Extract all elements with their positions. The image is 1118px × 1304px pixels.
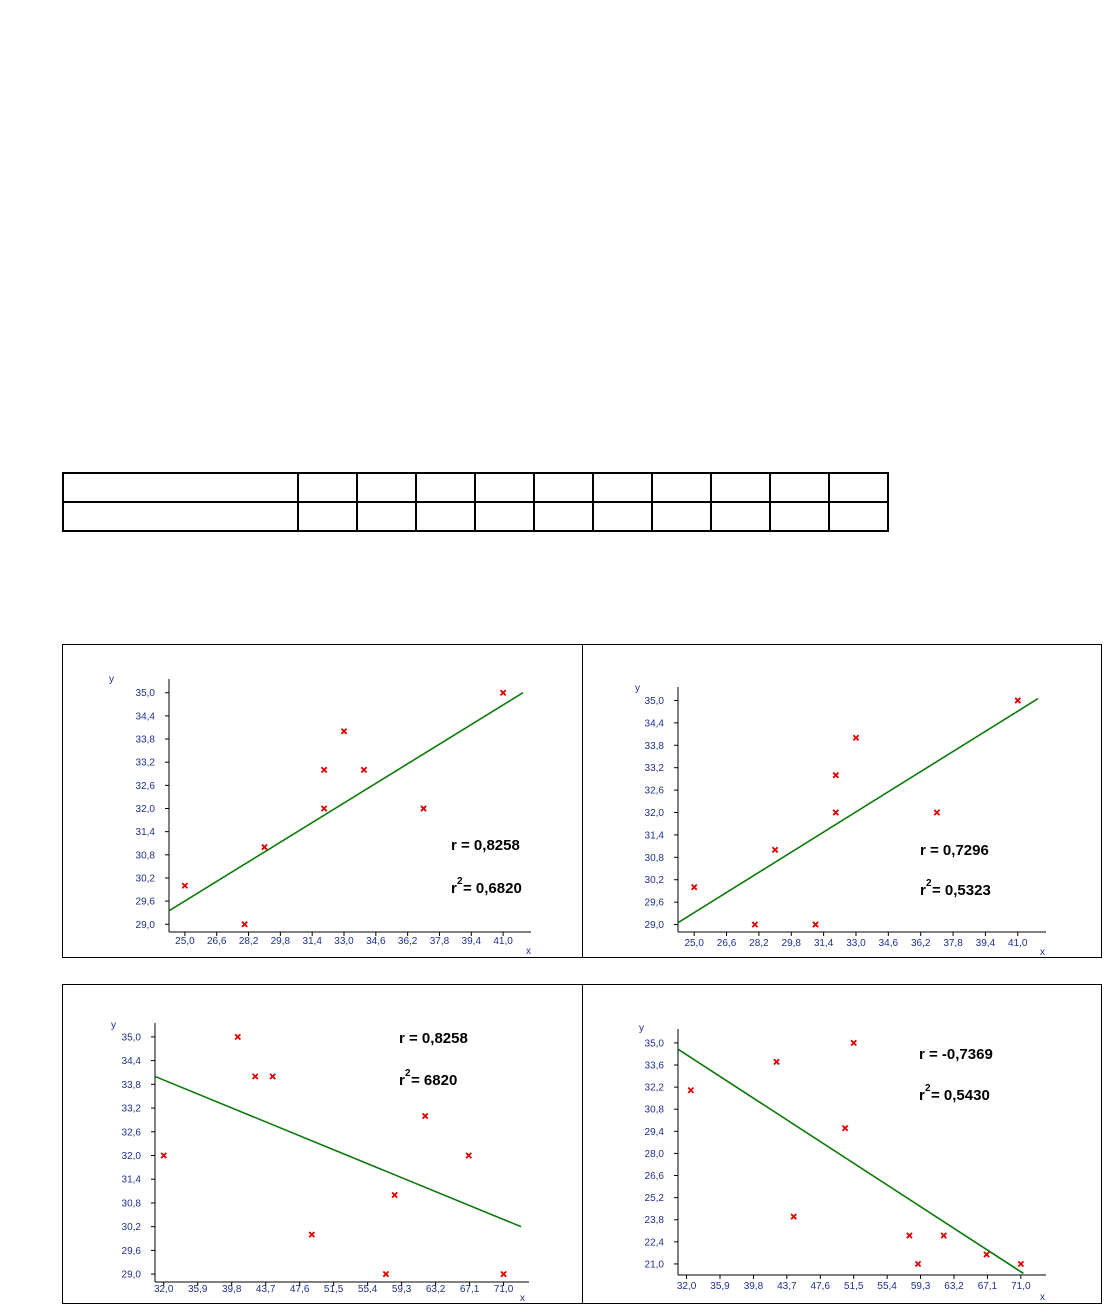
y-tick-label: 22,4 (644, 1237, 664, 1249)
trendline (169, 693, 523, 911)
y-tick-label: 35,0 (644, 1038, 664, 1050)
y-tick-label: 35,0 (644, 695, 664, 707)
data-point (688, 1088, 693, 1093)
r-squared-prefix: r (920, 882, 926, 899)
data-point (235, 1034, 240, 1039)
x-axis-label: x (520, 1293, 525, 1303)
y-tick-label: 33,8 (121, 1079, 141, 1091)
x-tick-label: 37,8 (943, 938, 963, 949)
data-point (907, 1233, 912, 1238)
table-cell (770, 502, 829, 531)
y-tick-label: 33,2 (121, 1103, 141, 1115)
x-tick-label: 41,0 (493, 936, 513, 947)
data-point (242, 922, 247, 927)
y-tick-label: 32,0 (644, 808, 664, 819)
table-cell (711, 473, 770, 502)
data-point (772, 847, 777, 852)
data-point (915, 1261, 920, 1266)
x-tick-label: 36,2 (397, 936, 418, 947)
correlation-r-label: r = 0,8258 (451, 837, 520, 854)
data-point (1015, 698, 1020, 703)
x-tick-label: 59,3 (910, 1281, 931, 1292)
data-table-body (63, 473, 888, 531)
data-point (851, 1040, 856, 1045)
x-tick-label: 29,8 (781, 938, 801, 949)
x-tick-label: 25,0 (175, 936, 195, 947)
data-point (813, 922, 818, 927)
x-tick-label: 26,6 (206, 936, 227, 947)
x-tick-label: 28,2 (749, 938, 769, 949)
x-tick-label: 47,6 (289, 1284, 310, 1295)
x-tick-label: 51,5 (323, 1284, 344, 1295)
trendline (155, 1076, 521, 1226)
x-tick-label: 55,4 (877, 1281, 897, 1292)
table-cell (593, 502, 652, 531)
data-point (392, 1192, 397, 1197)
data-point (270, 1074, 275, 1079)
data-point (182, 883, 187, 888)
y-axis-label: y (639, 1023, 644, 1034)
table-cell (298, 473, 357, 502)
chart-cell-top-left (62, 644, 583, 958)
x-tick-label: 63,2 (944, 1281, 964, 1292)
y-tick-label: 34,4 (644, 718, 664, 730)
y-tick-label: 30,2 (644, 875, 664, 887)
data-point (843, 1126, 848, 1131)
x-tick-label: 71,0 (1011, 1281, 1031, 1292)
table-cell (416, 473, 475, 502)
x-tick-label: 35,9 (187, 1284, 208, 1295)
data-point (421, 806, 426, 811)
x-tick-label: 67,1 (459, 1284, 480, 1295)
x-tick-label: 26,6 (716, 938, 737, 949)
y-tick-label: 30,8 (135, 850, 155, 862)
x-tick-label: 28,2 (238, 936, 259, 947)
x-tick-label: 34,6 (366, 936, 386, 947)
x-tick-label: 25,0 (684, 938, 704, 949)
r-squared-superscript: 2 (925, 1083, 931, 1094)
x-tick-label: 31,4 (813, 938, 834, 949)
r-squared-value: = 0,5430 (931, 1087, 990, 1104)
y-tick-label: 29,6 (644, 897, 664, 909)
data-point (752, 922, 757, 927)
data-point (423, 1113, 428, 1118)
y-tick-label: 29,6 (121, 1245, 141, 1257)
table-cell (711, 502, 770, 531)
data-table (62, 472, 889, 532)
y-tick-label: 33,2 (135, 757, 155, 769)
table-row (63, 473, 888, 502)
data-point (833, 810, 838, 815)
x-tick-label: 37,8 (429, 936, 450, 947)
y-tick-label: 23,8 (644, 1215, 664, 1227)
r-squared-prefix: r (399, 1072, 405, 1089)
table-cell (63, 502, 298, 531)
data-point (309, 1232, 314, 1237)
data-point (322, 767, 327, 772)
table-cell (593, 473, 652, 502)
y-tick-label: 29,4 (644, 1126, 664, 1138)
x-tick-label: 67,1 (977, 1281, 998, 1292)
table-cell (475, 473, 534, 502)
data-point (383, 1271, 388, 1276)
x-tick-label: 47,6 (810, 1281, 831, 1292)
y-tick-label: 35,0 (121, 1032, 141, 1044)
x-axis-label: x (1040, 947, 1045, 957)
data-point (322, 806, 327, 811)
table-cell (652, 502, 711, 531)
y-tick-label: 25,2 (644, 1193, 664, 1205)
r-squared-superscript: 2 (457, 876, 463, 887)
scatter-chart (63, 985, 582, 1303)
table-cell (652, 473, 711, 502)
scatter-chart (583, 645, 1101, 957)
y-tick-label: 35,0 (135, 688, 155, 700)
x-tick-label: 43,7 (255, 1284, 276, 1295)
x-tick-label: 29,8 (270, 936, 291, 947)
table-cell (829, 502, 888, 531)
y-axis-label: y (109, 674, 114, 685)
y-tick-label: 30,8 (644, 1104, 664, 1116)
chart-cell-top-right (582, 644, 1102, 958)
data-point (984, 1252, 989, 1257)
y-tick-label: 30,2 (121, 1222, 141, 1234)
x-tick-label: 63,2 (425, 1284, 446, 1295)
table-cell (534, 502, 593, 531)
y-tick-label: 28,0 (644, 1148, 664, 1160)
chart-cell-bottom-right (582, 984, 1102, 1304)
y-tick-label: 30,8 (644, 852, 664, 864)
r-squared-prefix: r (919, 1087, 925, 1104)
x-tick-label: 32,0 (153, 1284, 174, 1295)
data-point (466, 1153, 471, 1158)
table-cell (770, 473, 829, 502)
x-tick-label: 33,0 (334, 936, 354, 947)
chart-cell-bottom-left (62, 984, 583, 1304)
data-point (262, 844, 267, 849)
y-tick-label: 29,6 (135, 896, 155, 908)
scatter-chart (583, 985, 1101, 1303)
correlation-r-label: r = 0,7296 (920, 842, 989, 859)
x-axis-label: x (1040, 1292, 1045, 1303)
y-tick-label: 30,2 (135, 873, 155, 885)
y-tick-label: 32,6 (135, 780, 155, 792)
y-tick-label: 34,4 (135, 711, 155, 723)
y-tick-label: 29,0 (121, 1269, 141, 1281)
r-squared-value: = 0,6820 (463, 880, 522, 897)
table-cell (357, 502, 416, 531)
y-tick-label: 32,0 (121, 1151, 141, 1162)
y-tick-label: 26,6 (644, 1171, 664, 1183)
x-tick-label: 32,0 (676, 1281, 697, 1292)
x-tick-label: 34,6 (878, 938, 899, 949)
table-cell (534, 473, 593, 502)
y-tick-label: 33,2 (644, 763, 664, 775)
x-tick-label: 39,8 (743, 1281, 764, 1292)
x-tick-label: 39,4 (975, 938, 996, 949)
data-point (1018, 1261, 1023, 1266)
table-cell (298, 502, 357, 531)
x-tick-label: 36,2 (910, 938, 931, 949)
y-tick-label: 32,6 (121, 1127, 141, 1139)
x-tick-label: 31,4 (302, 936, 322, 947)
y-axis-label: y (635, 683, 640, 694)
y-tick-label: 33,8 (135, 734, 155, 746)
table-row (63, 502, 888, 531)
data-point (161, 1153, 166, 1158)
trendline (678, 1049, 1023, 1273)
y-tick-label: 30,8 (121, 1198, 141, 1210)
data-point (692, 885, 697, 890)
r-squared-prefix: r (451, 880, 457, 897)
scatter-chart (63, 645, 582, 957)
table-cell (829, 473, 888, 502)
data-point (361, 767, 366, 772)
y-tick-label: 31,4 (644, 830, 664, 842)
r-squared-superscript: 2 (405, 1068, 411, 1079)
y-tick-label: 31,4 (135, 827, 155, 839)
y-axis-label: y (111, 1020, 116, 1031)
data-point (833, 773, 838, 778)
table-cell (357, 473, 416, 502)
data-point (341, 729, 346, 734)
x-tick-label: 43,7 (777, 1281, 797, 1292)
y-tick-label: 34,4 (121, 1056, 141, 1068)
correlation-r-label: r = 0,8258 (399, 1030, 468, 1047)
x-tick-label: 71,0 (493, 1284, 514, 1295)
correlation-r-label: r = -0,7369 (919, 1046, 993, 1063)
x-tick-label: 59,3 (391, 1284, 412, 1295)
y-tick-label: 31,4 (121, 1174, 141, 1186)
data-point (253, 1074, 258, 1079)
x-tick-label: 55,4 (357, 1284, 378, 1295)
x-axis-label: x (526, 946, 531, 957)
y-tick-label: 32,0 (135, 804, 155, 815)
data-point (501, 1271, 506, 1276)
data-point (501, 690, 506, 695)
x-tick-label: 51,5 (843, 1281, 864, 1292)
data-point (934, 810, 939, 815)
data-point (941, 1233, 946, 1238)
table-cell (475, 502, 534, 531)
r-squared-value: = 0,5323 (932, 882, 991, 899)
data-point (791, 1214, 796, 1219)
data-point (774, 1059, 779, 1064)
x-tick-label: 35,9 (710, 1281, 730, 1292)
y-tick-label: 21,0 (644, 1259, 664, 1271)
y-tick-label: 32,2 (644, 1082, 664, 1094)
x-tick-label: 39,4 (461, 936, 482, 947)
y-tick-label: 33,6 (644, 1060, 664, 1072)
x-tick-label: 41,0 (1008, 938, 1028, 949)
charts-grid (62, 644, 1102, 1304)
x-tick-label: 39,8 (221, 1284, 242, 1295)
data-point (853, 735, 858, 740)
y-tick-label: 29,0 (644, 920, 664, 932)
x-tick-label: 33,0 (846, 938, 866, 949)
y-tick-label: 33,8 (644, 740, 664, 752)
y-tick-label: 29,0 (135, 919, 155, 931)
table-cell (416, 502, 475, 531)
r-squared-superscript: 2 (926, 878, 932, 889)
r-squared-value: = 6820 (411, 1072, 458, 1089)
table-cell (63, 473, 298, 502)
y-tick-label: 32,6 (644, 785, 664, 797)
